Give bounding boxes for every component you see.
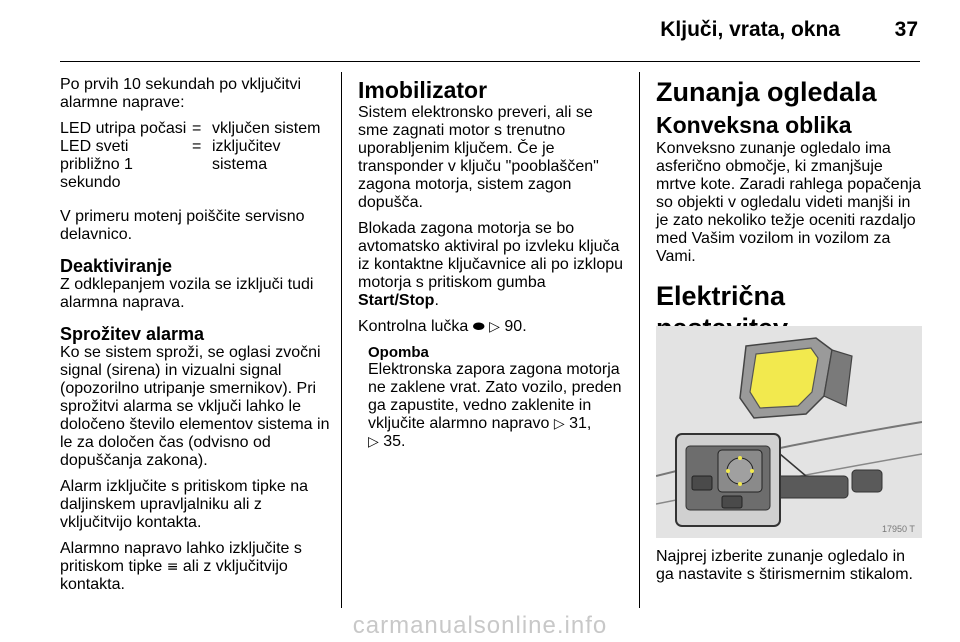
figure-caption: Najprej izberite zunanje ogledalo in ga nastavite s štirismernim stikalom. bbox=[656, 548, 913, 583]
immobilizer-text-2-prefix: Blokada zagona motorja se bo avtomatsko aktiviral po izvleku ključa iz kontaktne ključavnice ali po izklopu motorja s pritiskom gumba bbox=[358, 220, 624, 291]
page-number: 37 bbox=[894, 18, 918, 41]
note-title: Opomba bbox=[368, 344, 429, 361]
lock-button-icon: ≡ bbox=[166, 559, 179, 575]
convex-heading: Konveksna oblika bbox=[656, 112, 852, 138]
note-ref-2: 35. bbox=[383, 433, 406, 450]
service-text: V primeru motenj poiščite servisno delavnico. bbox=[60, 208, 305, 243]
mirror-switch-illustration bbox=[656, 326, 922, 538]
mirrors-heading: Zunanja ogledala bbox=[656, 77, 877, 107]
alarm-off-prefix: Alarmno napravo lahko izključite s pritiskom tipke bbox=[60, 540, 302, 575]
led-row-1-label: LED utripa počasi bbox=[60, 120, 187, 137]
note-ref-1: 31, bbox=[569, 415, 592, 432]
deactivation-text: Z odklepanjem vozila se izključi tudi alarmna naprava. bbox=[60, 276, 314, 311]
control-lamp-ref: 90. bbox=[504, 318, 527, 335]
trigger-text: Ko se sistem sproži, se oglasi zvočni signal (sirena) in vizualni signal (opozorilno utripanje smernikov). Pri sprožitvi alarma se vključi lahko le določeno število elementov sistema in le za določen čas (odvisno od dopuščanja zakona). bbox=[60, 344, 330, 469]
immobilizer-text-2-suffix: . bbox=[434, 292, 439, 309]
control-lamp-prefix: Kontrolna lučka bbox=[358, 318, 469, 335]
column-right bbox=[656, 76, 924, 348]
immobilizer-lamp-icon: ⬬ bbox=[472, 319, 485, 335]
start-stop-label: Start/Stop bbox=[358, 292, 435, 309]
alarm-off-text-2 bbox=[60, 540, 330, 594]
alarm-off-suffix: ali z vključitvijo kontakta. bbox=[60, 558, 288, 593]
mirror-switch-drawing bbox=[656, 326, 922, 538]
convex-text: Konveksno zunanje ogledalo ima asferično območje, ki zmanjšuje mrtve kote. Zaradi rahlega popačenja so objekti v ogledalu videti manjši in je zato nekoliko težje oceniti razdaljo med Vašim vozilom in vozilom za Vami. bbox=[656, 140, 922, 265]
led-row-2-eq: = bbox=[192, 138, 202, 155]
immobilizer-text-2 bbox=[358, 220, 626, 310]
immobilizer-text-1: Sistem elektronsko preveri, ali se sme zagnati motor s trenutno uporabljenim ključem. Če je transponder v ključu "pooblaščen" zagona motorja, sistem zagon dopušča. bbox=[358, 104, 599, 211]
page-title: Ključi, vrata, okna bbox=[660, 18, 840, 41]
column-divider-2 bbox=[639, 72, 640, 608]
electric-heading: Električna bbox=[656, 281, 786, 311]
intro-text: Po prvih 10 sekundah po vključitvi alarmne naprave: bbox=[60, 76, 302, 111]
led-row-2-label: LED sveti približno 1 sekundo bbox=[60, 138, 133, 191]
note-text bbox=[368, 361, 626, 451]
led-row-2-value: izključitev sistema bbox=[212, 138, 281, 173]
immobilizer-heading: Imobilizator bbox=[358, 77, 488, 103]
control-lamp-text bbox=[358, 318, 626, 336]
alarm-off-text: Alarm izključite s pritiskom tipke na daljinskem upravljalniku ali z vključitvijo kontakta. bbox=[60, 478, 309, 531]
page-reference-icon: ▷ bbox=[553, 416, 565, 432]
figure-code: 17950 T bbox=[882, 524, 915, 534]
page-reference-icon: ▷ bbox=[489, 319, 500, 335]
note-text-body: Elektronska zapora zagona motorja ne zaklene vrat. Zato vozilo, preden ga zapustite, vedno zaklenite in vključite alarmno napravo bbox=[368, 361, 622, 432]
led-row-1-eq: = bbox=[192, 120, 202, 137]
page-header bbox=[60, 0, 920, 62]
column-divider-1 bbox=[341, 72, 342, 608]
deactivation-heading: Deaktiviranje bbox=[60, 256, 173, 276]
led-table bbox=[60, 120, 330, 192]
page-reference-icon: ▷ bbox=[368, 434, 379, 450]
column-left bbox=[60, 76, 330, 602]
trigger-heading: Sprožitev alarma bbox=[60, 324, 205, 344]
watermark: carmanualsonline.info bbox=[352, 612, 608, 639]
column-middle bbox=[358, 76, 626, 451]
note-box bbox=[368, 344, 626, 451]
led-row-1-value: vključen sistem bbox=[212, 120, 321, 137]
